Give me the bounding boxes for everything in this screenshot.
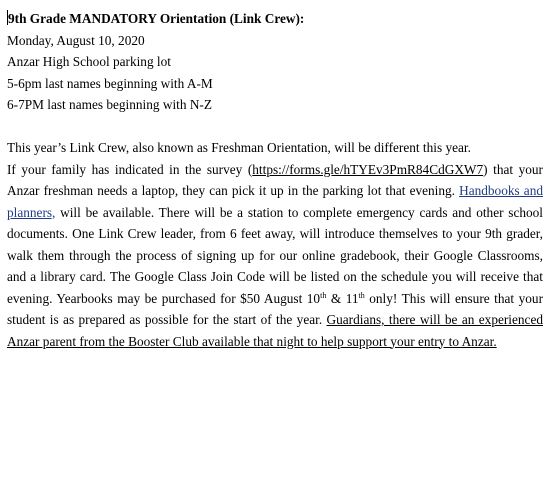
event-date: Monday, August 10, 2020	[7, 32, 145, 48]
guardians-text: Guardians, there will be an experienced Anzar parent from the Booster Club available that night to help support your entry to Anzar.	[7, 312, 543, 349]
session-n-z: 6-7PM last names beginning with N-Z	[7, 97, 212, 112]
superscript-th-1: th	[320, 290, 327, 300]
survey-link[interactable]: https://forms.gle/hTYEv3PmR84CdGXW7	[252, 161, 484, 177]
blank-line	[7, 116, 545, 138]
p2-text-b: ) that your Anzar freshman needs a laptop, they can pick it up in the parking lot that evening.	[7, 161, 543, 198]
document-body	[7, 8, 545, 352]
p2-text-c: will be available. There will be a station to complete emergency cards and other school documents. One Link Crew leader, from 6 feet away, will introduce themselves to your 9th grader, walk them through the process of signing up for our online gradebook, their Google Classrooms, and a library card. The Google Class Join Code will be listed on the schedule you will receive that evening. Yearbooks may be purchased for $50 August 10	[7, 204, 543, 306]
handbooks-planners-text: Handbooks and planners,	[7, 183, 543, 220]
p2-text-e: only! This will ensure that your student is as prepared as possible for the start of the year.	[7, 290, 544, 327]
superscript-th-2: th	[358, 290, 365, 300]
event-location: Anzar High School parking lot	[7, 54, 171, 69]
orientation-heading	[7, 8, 545, 30]
p2-text-a: If your family has indicated in the survey (	[7, 161, 253, 177]
p2-text-d: & 11	[326, 290, 359, 306]
details-paragraph	[7, 159, 543, 353]
session-a-m: 5-6pm last names beginning with A-M	[7, 75, 213, 91]
orientation-heading-text: 9th Grade MANDATORY Orientation (Link Crew):	[8, 11, 305, 26]
intro-paragraph: This year’s Link Crew, also known as Freshman Orientation, will be different this year.	[7, 140, 471, 155]
